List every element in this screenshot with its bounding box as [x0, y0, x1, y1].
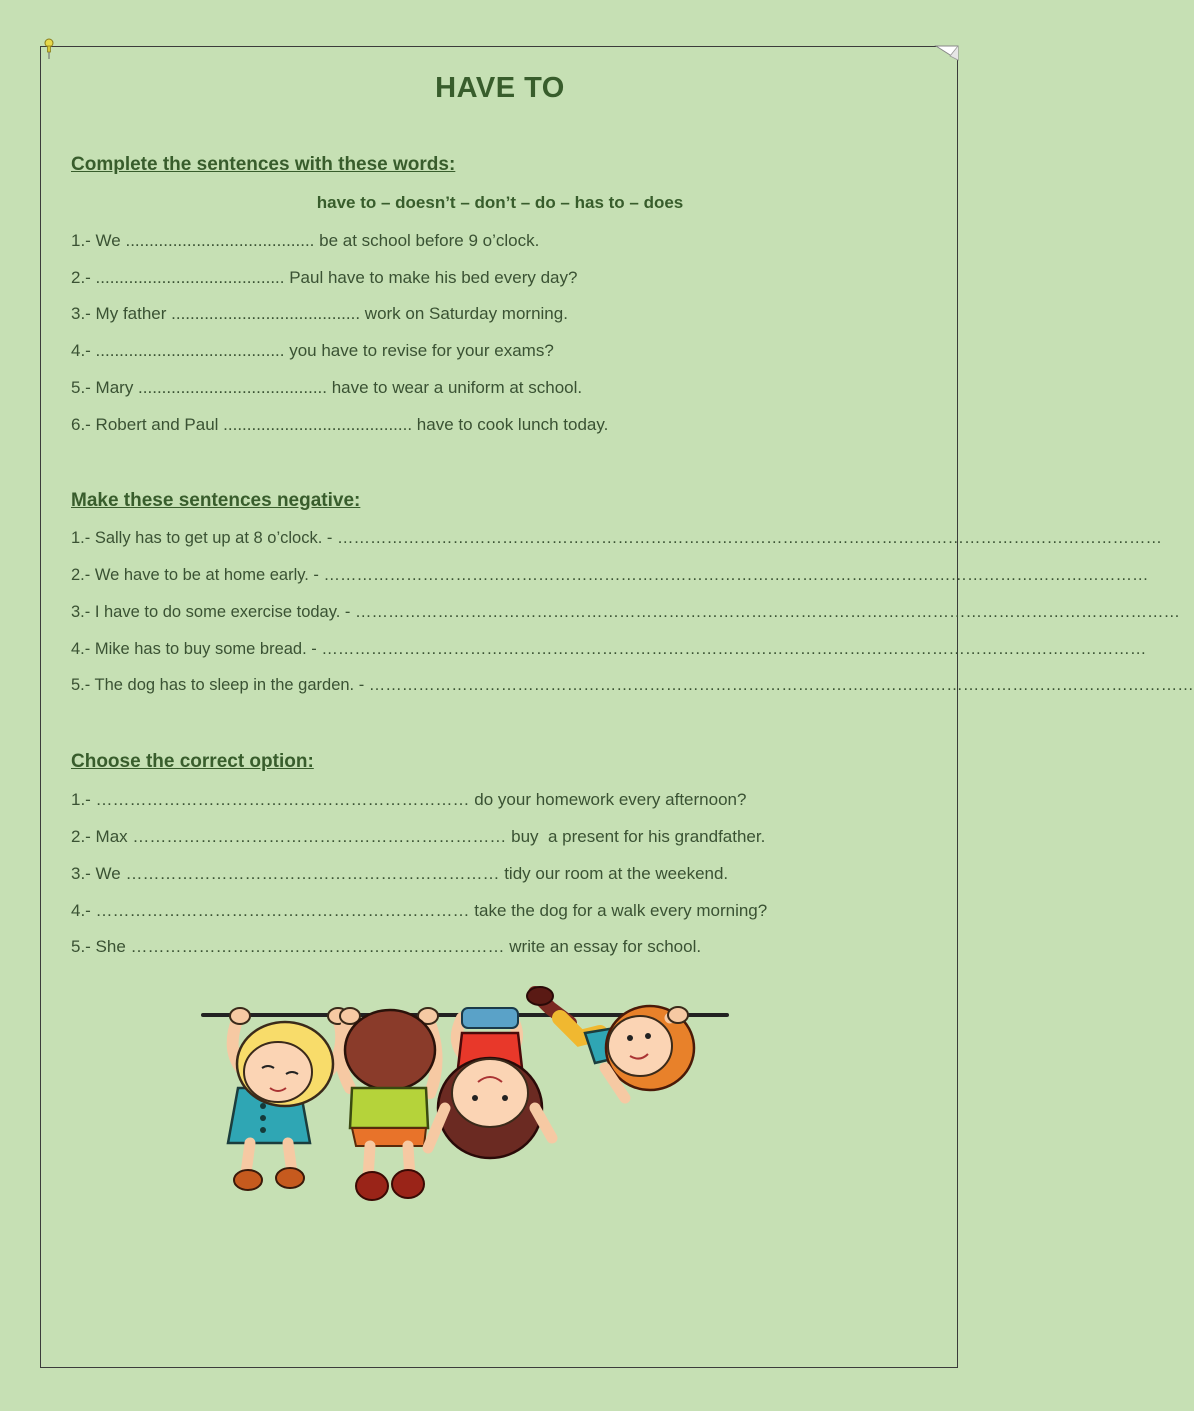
section3-item: 5.- She ………………………………………………………… write an essay for school.: [71, 937, 702, 956]
section2-heading: Make these sentences negative:: [71, 490, 361, 511]
section1-item: 3.- My father ........................................ work on Saturday morning.: [71, 304, 568, 323]
kids-hanging-illustration: [200, 978, 730, 1213]
kid-girl-blonde: [228, 1008, 348, 1190]
section2-item: 1.- Sally has to get up at 8 o’clock. - ……………………………………………………………………………………………………………………………………: [71, 529, 1162, 547]
page-curl-icon: [936, 44, 962, 64]
section1-item: 6.- Robert and Paul ........................................ have to cook lunch today.: [71, 415, 609, 434]
page-title: HAVE TO: [435, 72, 565, 104]
section2-item: 5.- The dog has to sleep in the garden. - ……………………………………………………………………………………………………………………………………: [71, 676, 1194, 694]
kid-upside-down: [428, 1008, 552, 1158]
kid-boy-brown: [340, 1008, 438, 1200]
word-bank: have to – doesn’t – don’t – do – has to – does: [316, 193, 684, 212]
section2-item: 4.- Mike has to buy some bread. - ……………………………………………………………………………………………………………………………………: [71, 640, 1147, 658]
section3-item: 2.- Max ………………………………………………………… buy a present for his grandfather.: [71, 827, 766, 846]
pushpin-icon: [43, 38, 55, 60]
section1-item: 4.- ........................................ you have to revise for your exams?: [71, 341, 554, 360]
kid-side-hanging: [527, 987, 694, 1098]
section2-item: 3.- I have to do some exercise today. - ……………………………………………………………………………………………………………………………………: [71, 603, 1180, 621]
section1-item: 5.- Mary ........................................ have to wear a uniform at school.: [71, 378, 583, 397]
section2-item: 2.- We have to be at home early. - ……………………………………………………………………………………………………………………………………: [71, 566, 1149, 584]
section1-heading: Complete the sentences with these words:: [71, 154, 456, 175]
section3-item: 4.- ………………………………………………………… take the dog for a walk every morning?: [71, 901, 768, 920]
section3-item: 1.- ………………………………………………………… do your homework every afternoon?: [71, 790, 747, 809]
section3-item: 3.- We ………………………………………………………… tidy our room at the weekend.: [71, 864, 729, 883]
section3-heading: Choose the correct option:: [71, 751, 314, 772]
section1-item: 1.- We ........................................ be at school before 9 o’clock.: [71, 231, 540, 250]
section1-item: 2.- ........................................ Paul have to make his bed every day?: [71, 268, 578, 287]
